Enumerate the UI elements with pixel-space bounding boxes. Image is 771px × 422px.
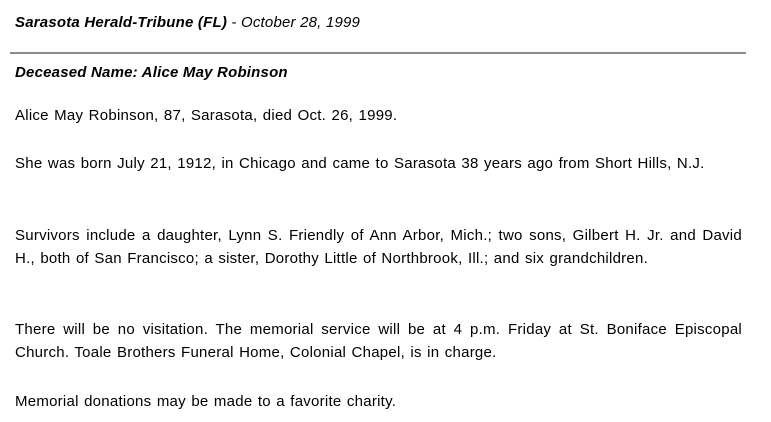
obituary-paragraph-survivors: Survivors include a daughter, Lynn S. Friendly of Ann Arbor, Mich.; two sons, Gilbert H. Jr. and David H., both of San Francisco; a sister, Dorothy Little of Northbrook, Ill.; and six grandchildren. bbox=[15, 227, 742, 267]
obituary-paragraph-services: There will be no visitation. The memorial service will be at 4 p.m. Friday at St. Boniface Episcopal Church. Toale Brothers Funeral Home, Colonial Chapel, is in charge. bbox=[15, 321, 742, 361]
header-divider bbox=[10, 52, 746, 54]
obituary-paragraph-death: Alice May Robinson, 87, Sarasota, died Oct. 26, 1999. bbox=[15, 107, 398, 124]
publication-date: October 28, 1999 bbox=[240, 14, 361, 31]
obituary-header bbox=[15, 13, 360, 33]
header-separator: - bbox=[227, 14, 241, 31]
obituary-paragraph-birth: She was born July 21, 1912, in Chicago and came to Sarasota 38 years ago from Short Hills, N.J. bbox=[15, 155, 705, 172]
newspaper-source: Sarasota Herald-Tribune (FL) bbox=[15, 14, 228, 31]
deceased-name-heading: Deceased Name: Alice May Robinson bbox=[15, 64, 288, 81]
obituary-paragraph-donations: Memorial donations may be made to a favorite charity. bbox=[15, 393, 397, 410]
